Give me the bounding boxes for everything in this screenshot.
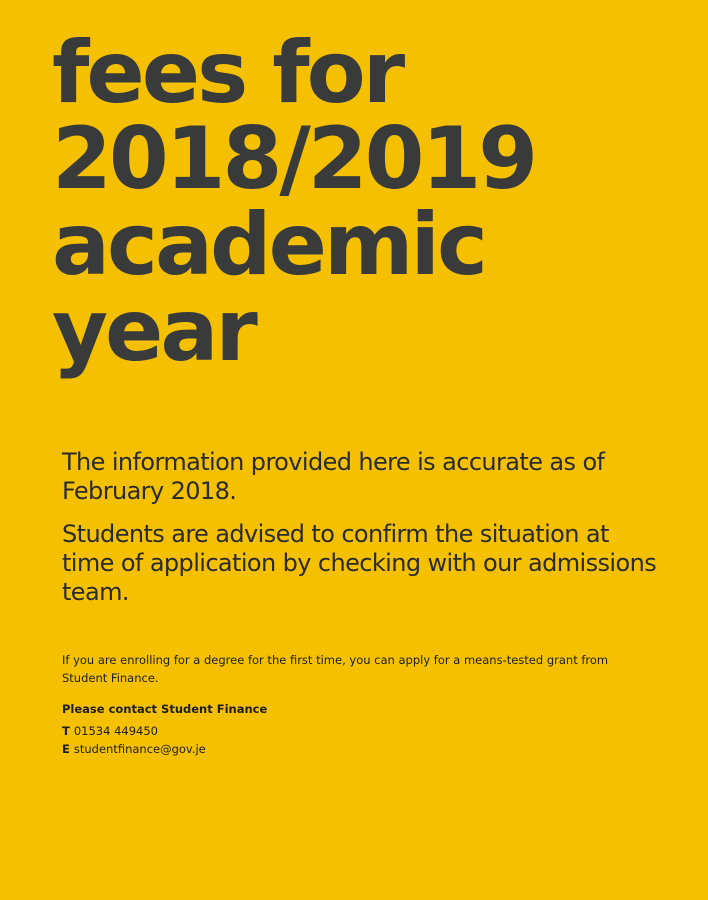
accuracy-statement: The information provided here is accurate as of February 2018. (62, 448, 605, 505)
title-line: academic (52, 195, 486, 295)
email-line (62, 740, 622, 758)
title-line: fees for (52, 23, 403, 123)
contact-section (62, 651, 622, 758)
title-line: 2018/2019 (52, 109, 536, 209)
phone-label: T (62, 724, 70, 738)
grant-note: If you are enrolling for a degree for the first time, you can apply for a means-tested grant from Student Finance. (62, 653, 609, 685)
intro-section (62, 448, 662, 621)
contact-heading: Please contact Student Finance (62, 702, 268, 716)
title-line: year (52, 281, 255, 381)
phone-line (62, 722, 622, 740)
page-title (52, 23, 536, 381)
email-address: studentfinance@gov.je (73, 742, 206, 756)
phone-number: 01534 449450 (73, 724, 158, 738)
email-label: E (62, 742, 70, 756)
advice-statement: Students are advised to confirm the situation at time of application by checking with our admissions team. (62, 520, 657, 606)
